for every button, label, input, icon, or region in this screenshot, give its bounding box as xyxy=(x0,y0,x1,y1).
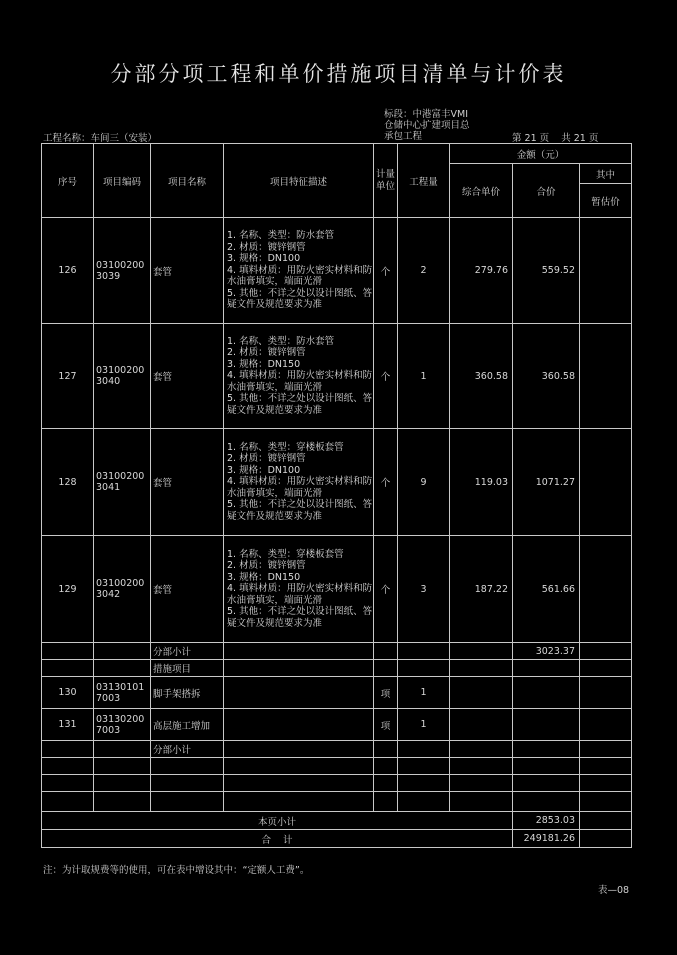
footnote: 注：为计取规费等的使用，可在表中增设其中：“定额人工费”。 xyxy=(43,865,310,876)
row-seq: 131 xyxy=(42,709,94,741)
col-header-total: 合价 xyxy=(513,164,580,218)
col-header-provisional: 暂估价 xyxy=(580,184,632,218)
col-header-name: 项目名称 xyxy=(151,144,224,218)
stamp-line-1: 标段：中港富丰VMI xyxy=(384,109,468,120)
empty-row xyxy=(42,758,632,775)
row-price: 360.58 xyxy=(450,324,513,429)
row-qty: 3 xyxy=(398,536,450,643)
grand-total-label: 合 计 xyxy=(42,830,513,848)
col-header-seq: 序号 xyxy=(42,144,94,218)
table-row xyxy=(42,218,632,324)
stamp-line-3: 承包工程 xyxy=(384,131,423,142)
subtotal-label: 分部小计 xyxy=(151,741,224,758)
page-title: 分部分项工程和单价措施项目清单与计价表 xyxy=(110,62,567,86)
row-name: 套管 xyxy=(151,324,224,429)
row-seq: 127 xyxy=(42,324,94,429)
row-unit: 项 xyxy=(374,677,398,709)
col-header-of-which: 其中 xyxy=(580,164,632,184)
subtotal-row xyxy=(42,741,632,758)
row-desc: 1. 名称、类型：穿楼板套管 2. 材质：镀锌钢管 3. 规格：DN100 4. 填料材质：用防火密实材料和防水油膏填实，端面光滑 5. 其他：不详之处以设计图纸、答疑文件及规范要求为准 xyxy=(224,429,374,536)
row-desc: 1. 名称、类型：穿楼板套管 2. 材质：镀锌钢管 3. 规格：DN150 4. 填料材质：用防火密实材料和防水油膏填实，端面光滑 5. 其他：不详之处以设计图纸、答疑文件及规范要求为准 xyxy=(224,536,374,643)
row-code: 031302007003 xyxy=(94,709,151,741)
col-header-unit-price: 综合单价 xyxy=(450,164,513,218)
row-code: 031002003041 xyxy=(94,429,151,536)
row-name: 套管 xyxy=(151,429,224,536)
row-total: 561.66 xyxy=(513,536,580,643)
table-row xyxy=(42,677,632,709)
row-code: 031002003040 xyxy=(94,324,151,429)
row-qty: 1 xyxy=(398,324,450,429)
table-row xyxy=(42,536,632,643)
row-name: 套管 xyxy=(151,536,224,643)
subtotal-label: 分部小计 xyxy=(151,643,224,660)
row-desc: 1. 名称、类型：防水套管 2. 材质：镀锌钢管 3. 规格：DN100 4. 填料材质：用防火密实材料和防水油膏填实，端面光滑 5. 其他：不详之处以设计图纸、答疑文件及规范要求为准 xyxy=(224,218,374,324)
measures-label: 措施项目 xyxy=(151,660,224,677)
pricing-table xyxy=(41,143,632,848)
row-unit: 个 xyxy=(374,536,398,643)
grand-total-value: 249181.26 xyxy=(513,830,580,848)
stamp-line-2: 仓储中心扩建项目总 xyxy=(384,120,470,131)
row-code: 031002003042 xyxy=(94,536,151,643)
col-header-amount: 金额（元） xyxy=(450,144,632,164)
row-qty: 1 xyxy=(398,677,450,709)
page-code: 表—08 xyxy=(598,885,630,896)
subtotal-total: 3023.37 xyxy=(513,643,580,660)
project-name: 工程名称：车间三（安装） xyxy=(43,133,158,144)
row-name: 脚手架搭拆 xyxy=(151,677,224,709)
table-row xyxy=(42,429,632,536)
empty-row xyxy=(42,775,632,792)
page-subtotal-row xyxy=(42,812,632,830)
measures-header-row xyxy=(42,660,632,677)
row-total: 360.58 xyxy=(513,324,580,429)
row-qty: 1 xyxy=(398,709,450,741)
row-code: 031002003039 xyxy=(94,218,151,324)
row-name: 套管 xyxy=(151,218,224,324)
col-header-desc: 项目特征描述 xyxy=(224,144,374,218)
row-seq: 129 xyxy=(42,536,94,643)
page-info: 第 21 页 共 21 页 xyxy=(512,133,599,144)
table-row xyxy=(42,709,632,741)
table-row xyxy=(42,324,632,429)
row-seq: 130 xyxy=(42,677,94,709)
row-qty: 2 xyxy=(398,218,450,324)
row-provisional xyxy=(580,218,632,324)
row-unit: 个 xyxy=(374,218,398,324)
row-provisional xyxy=(580,536,632,643)
row-qty: 9 xyxy=(398,429,450,536)
page-subtotal-label: 本页小计 xyxy=(42,812,513,830)
col-header-qty: 工程量 xyxy=(398,144,450,218)
row-provisional xyxy=(580,429,632,536)
row-total: 1071.27 xyxy=(513,429,580,536)
grand-total-row xyxy=(42,830,632,848)
row-name: 高层施工增加 xyxy=(151,709,224,741)
row-price: 119.03 xyxy=(450,429,513,536)
row-price: 279.76 xyxy=(450,218,513,324)
row-total: 559.52 xyxy=(513,218,580,324)
row-provisional xyxy=(580,324,632,429)
row-desc: 1. 名称、类型：防水套管 2. 材质：镀锌钢管 3. 规格：DN150 4. 填料材质：用防火密实材料和防水油膏填实，端面光滑 5. 其他：不详之处以设计图纸、答疑文件及规范要求为准 xyxy=(224,324,374,429)
row-unit: 个 xyxy=(374,429,398,536)
row-unit: 个 xyxy=(374,324,398,429)
row-price: 187.22 xyxy=(450,536,513,643)
col-header-code: 项目编码 xyxy=(94,144,151,218)
row-seq: 128 xyxy=(42,429,94,536)
col-header-unit: 计量单位 xyxy=(374,144,398,218)
row-code: 031301017003 xyxy=(94,677,151,709)
row-unit: 项 xyxy=(374,709,398,741)
subtotal-row xyxy=(42,643,632,660)
page-subtotal-value: 2853.03 xyxy=(513,812,580,830)
empty-row xyxy=(42,792,632,812)
row-seq: 126 xyxy=(42,218,94,324)
